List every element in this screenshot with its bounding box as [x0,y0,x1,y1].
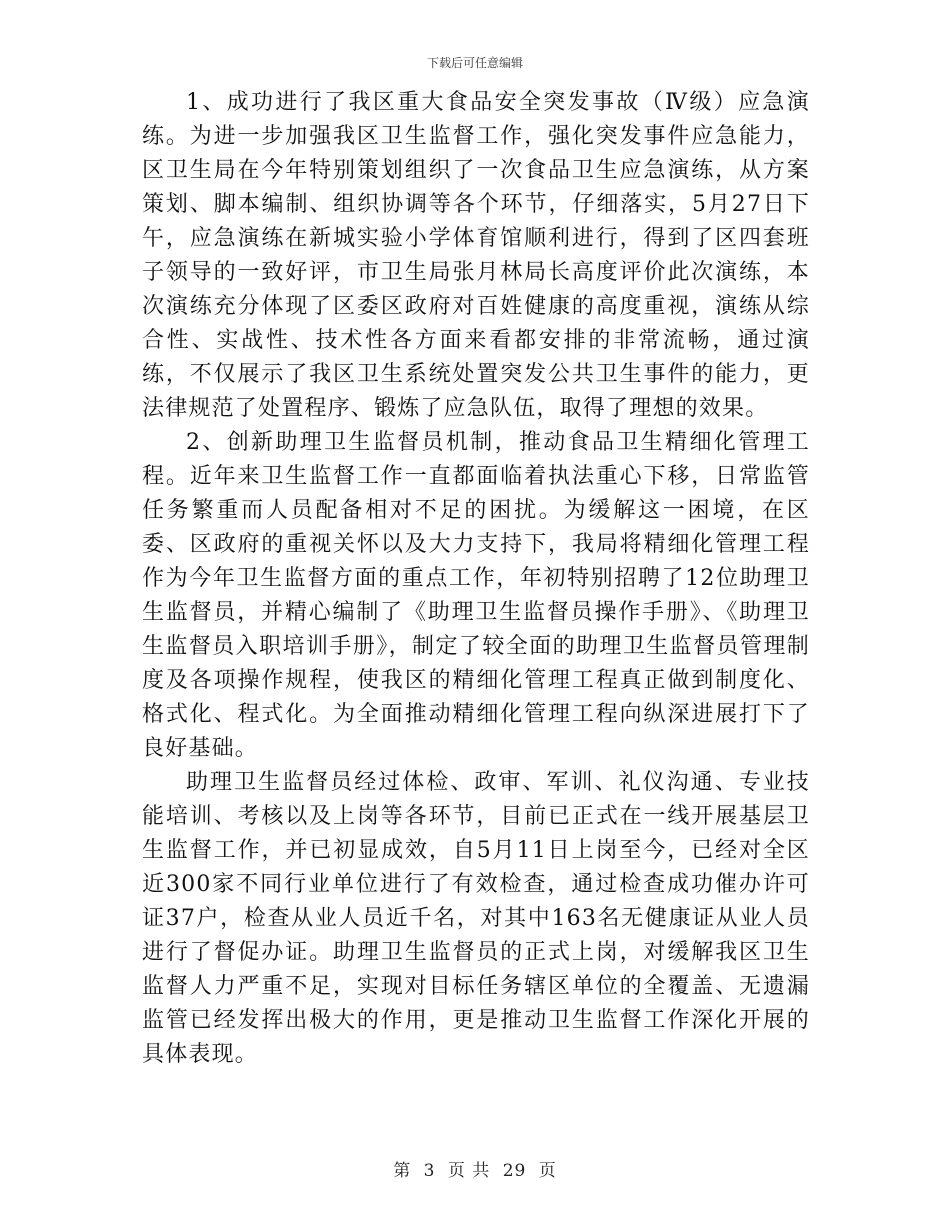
document-body [142,86,810,1072]
page-header: 下载后可任意编辑 [426,56,523,70]
paragraph-3: 助理卫生监督员经过体检、政审、军训、礼仪沟通、专业技能培训、考核以及上岗等各环节，目前已正式在一线开展基层卫生监督工作，并已初显成效，自5月11日上岗至今，已经对全区近300家不同行业单位进行了有效检查，通过检查成功催办许可证37户，检查从业人员近千名，对其中163名无健康证从业人员进行了督促办证。助理卫生监督员的正式上岗，对缓解我区卫生监督人力严重不足，实现对目标任务辖区单位的全覆盖、无遗漏监管已经发挥出极大的作用，更是推动卫生监督工作深化开展的具体表现。 [142,770,810,1067]
footer-page-number: 3 [423,1161,436,1181]
footer-total-pages: 29 [502,1161,527,1181]
footer-suffix: 页 [538,1161,557,1181]
paragraph-1: 1、成功进行了我区重大食品安全突发事故（Ⅳ级）应急演练。为进一步加强我区卫生监督工作，强化突发事件应急能力，区卫生局在今年特别策划组织了一次食品卫生应急演练，从方案策划、脚本编制、组织协调等各个环节，仔细落实，5月27日下午，应急演练在新城实验小学体育馆顺利进行，得到了区四套班子领导的一致好评，市卫生局张月林局长高度评价此次演练，本次演练充分体现了区委区政府对百姓健康的高度重视，演练从综合性、实战性、技术性各方面来看都安排的非常流畅，通过演练，不仅展示了我区卫生系统处置突发公共卫生事件的能力，更法律规范了处置程序、锻炼了应急队伍，取得了理想的效果。 [142,90,810,421]
page-footer [0,1156,950,1181]
footer-prefix: 第 [393,1161,412,1181]
footer-middle: 页 共 [447,1161,491,1181]
paragraph-2: 2、创新助理卫生监督员机制，推动食品卫生精细化管理工程。近年来卫生监督工作一直都面临着执法重心下移，日常监管任务繁重而人员配备相对不足的困扰。为缓解这一困境，在区委、区政府的重视关怀以及大力支持下，我局将精细化管理工程作为今年卫生监督方面的重点工作，年初特别招聘了12位助理卫生监督员，并精心编制了《助理卫生监督员操作手册》、《助理卫生监督员入职培训手册》，制定了较全面的助理卫生监督员管理制度及各项操作规程，使我区的精细化管理工程真正做到制度化、格式化、程式化。为全面推动精细化管理工程向纵深进展打下了良好基础。 [142,430,810,761]
